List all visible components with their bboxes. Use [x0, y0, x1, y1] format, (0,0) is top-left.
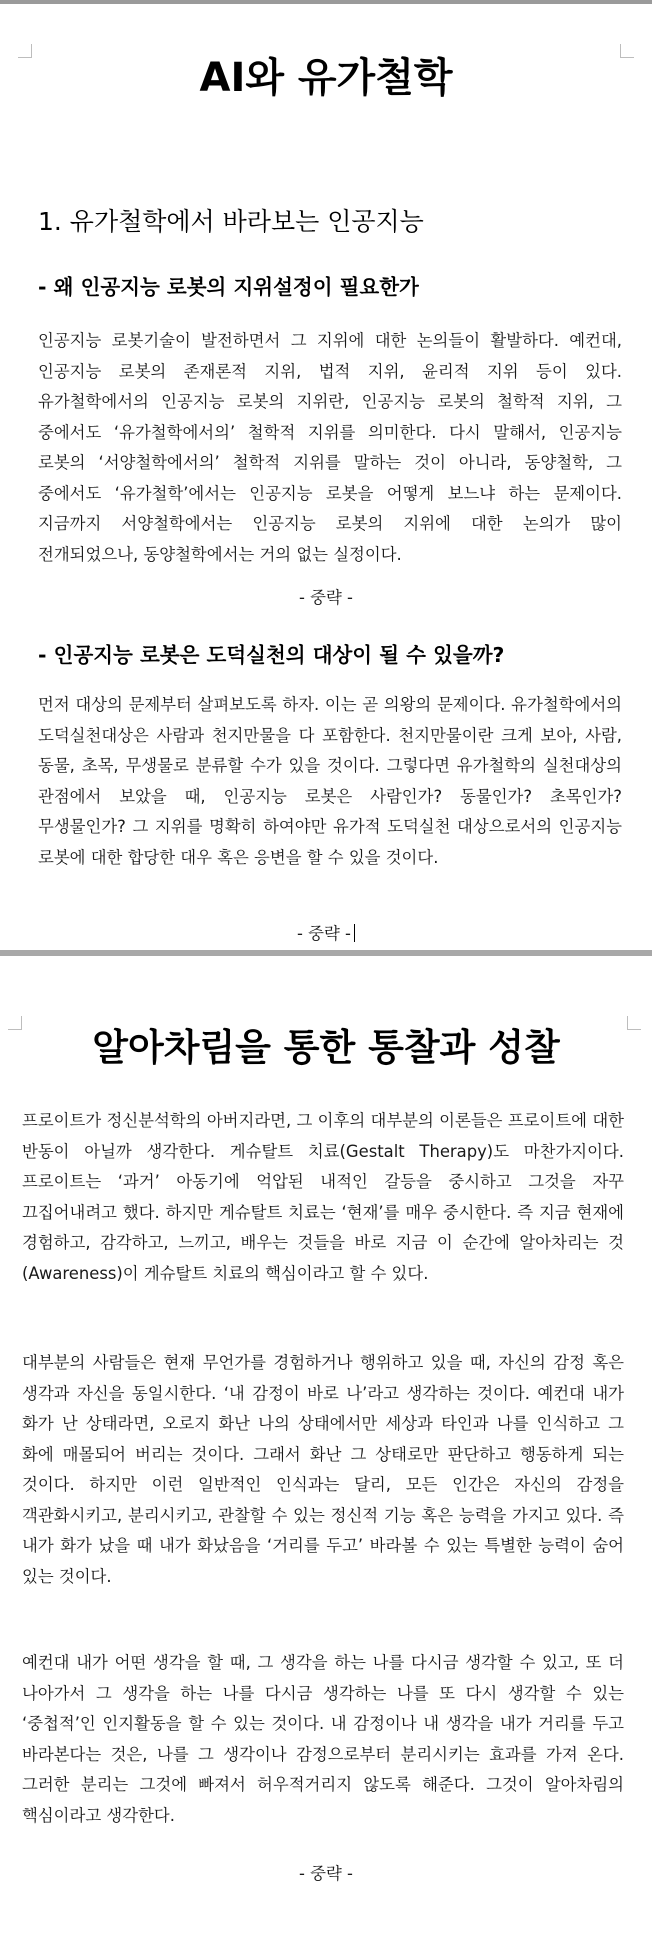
paragraph-moral-practice: 먼저 대상의 문제부터 살펴보도록 하자. 이는 곧 의왕의 문제이다. 유가철학에서의 도덕실천대상은 사람과 천지만물을 다 포함한다. 천지만물이란 크게 보아, 사람, 동물, 초목, 무생물로 분류할 수가 있을 것이다. 그렇다면 유가철학의 실천대상의 관점에서 보았을 때, 인공지능 로봇은 사람인가? 동물인가? 초목인가? 무생물인가? 그 지위를 명확히 하여야만 유가적 도덕실천 대상으로서의 인공지능 로봇에 대한 합당한 대우 혹은 응변을 할 수 있을 것이다.: [38, 695, 622, 867]
text-cursor: [354, 924, 355, 942]
omitted-marker: - 중략 -: [299, 588, 353, 607]
omitted-marker: - 중략 -: [299, 1864, 353, 1883]
document-page-2: [0, 958, 652, 1948]
section-heading: 1. 유가철학에서 바라보는 인공지능: [38, 207, 424, 236]
omitted-marker-with-cursor: [0, 920, 652, 944]
subheading-robot-status: - 왜 인공지능 로봇의 지위설정이 필요한가: [38, 275, 419, 299]
document-page-1: [0, 4, 652, 952]
page-separator: [0, 950, 652, 956]
page-title: AI와 유가철학: [199, 55, 453, 101]
paragraph-emotion-identification: 대부분의 사람들은 현재 무언가를 경험하거나 행위하고 있을 때, 자신의 감정 혹은 생각과 자신을 동일시한다. ‘내 감정이 바로 나’라고 생각하는 것이다. 예컨대 내가 화가 난 상태라면, 오로지 화난 나의 상태에서만 세상과 타인과 나를 인식하고 그 화에 매몰되어 버리는 것이다. 그래서 화난 그 상태로만 판단하고 행동하게 되는 것이다. 하지만 이런 일반적인 인식과는 달리, 모든 인간은 자신의 감정을 객관화시키고, 분리시키고, 관찰할 수 있는 정신적 기능 혹은 능력을 가지고 있다. 즉 내가 화가 났을 때 내가 화났음을 ‘거리를 두고’ 바라볼 수 있는 특별한 능력이 숨어 있는 것이다.: [22, 1353, 624, 1586]
subheading-moral-practice: - 인공지능 로봇은 도덕실천의 대상이 될 수 있을까?: [38, 643, 505, 667]
paragraph-awareness-core: 예컨대 내가 어떤 생각을 할 때, 그 생각을 하는 나를 다시금 생각할 수 있고, 또 더 나아가서 그 생각을 하는 나를 다시금 생각하는 나를 또 다시 생각할 수 있는 ‘중첩적’인 인지활동을 할 수 있는 것이다. 내 감정이나 내 생각을 내가 거리를 두고 바라본다는 것은, 나를 그 생각이나 감정으로부터 분리시키는 효과를 가져 온다. 그러한 분리는 그것에 빠져서 허우적거리지 않도록 해준다. 그것이 알아차림의 핵심이라고 생각한다.: [22, 1653, 624, 1825]
paragraph-robot-status: 인공지능 로봇기술이 발전하면서 그 지위에 대한 논의들이 활발하다. 예컨대, 인공지능 로봇의 존재론적 지위, 법적 지위, 윤리적 지위 등이 있다. 유가철학에서의 인공지능 로봇의 지위란, 인공지능 로봇의 철학적 지위, 그 중에서도 ‘유가철학에서의’ 철학적 지위를 의미한다. 다시 말해서, 인공지능 로봇의 ‘서양철학에서의’ 철학적 지위를 말하는 것이 아니라, 동양철학, 그 중에서도 ‘유가철학’에서는 인공지능 로봇을 어떻게 보느냐 하는 문제이다. 지금까지 서양철학에서는 인공지능 로봇의 지위에 대한 논의가 많이 전개되었으나, 동양철학에서는 거의 없는 실정이다.: [38, 331, 622, 564]
paragraph-gestalt: 프로이트가 정신분석학의 아버지라면, 그 이후의 대부분의 이론들은 프로이트에 대한 반동이 아닐까 생각한다. 게슈탈트 치료(Gestalt Therapy)도 마찬가지이다. 프로이트는 ‘과거’ 아동기에 억압된 내적인 갈등을 중시하고 그것을 자꾸 끄집어내려고 했다. 하지만 게슈탈트 치료는 ‘현재’를 매우 중시한다. 즉 지금 현재에 경험하고, 감각하고, 느끼고, 배우는 것들을 바로 지금 이 순간에 알아차리는 것(Awareness)이 게슈탈트 치료의 핵심이라고 할 수 있다.: [22, 1111, 624, 1283]
omitted-marker-text: - 중략 -: [297, 924, 351, 943]
page-title: 알아차림을 통한 통찰과 성찰: [92, 1026, 560, 1069]
